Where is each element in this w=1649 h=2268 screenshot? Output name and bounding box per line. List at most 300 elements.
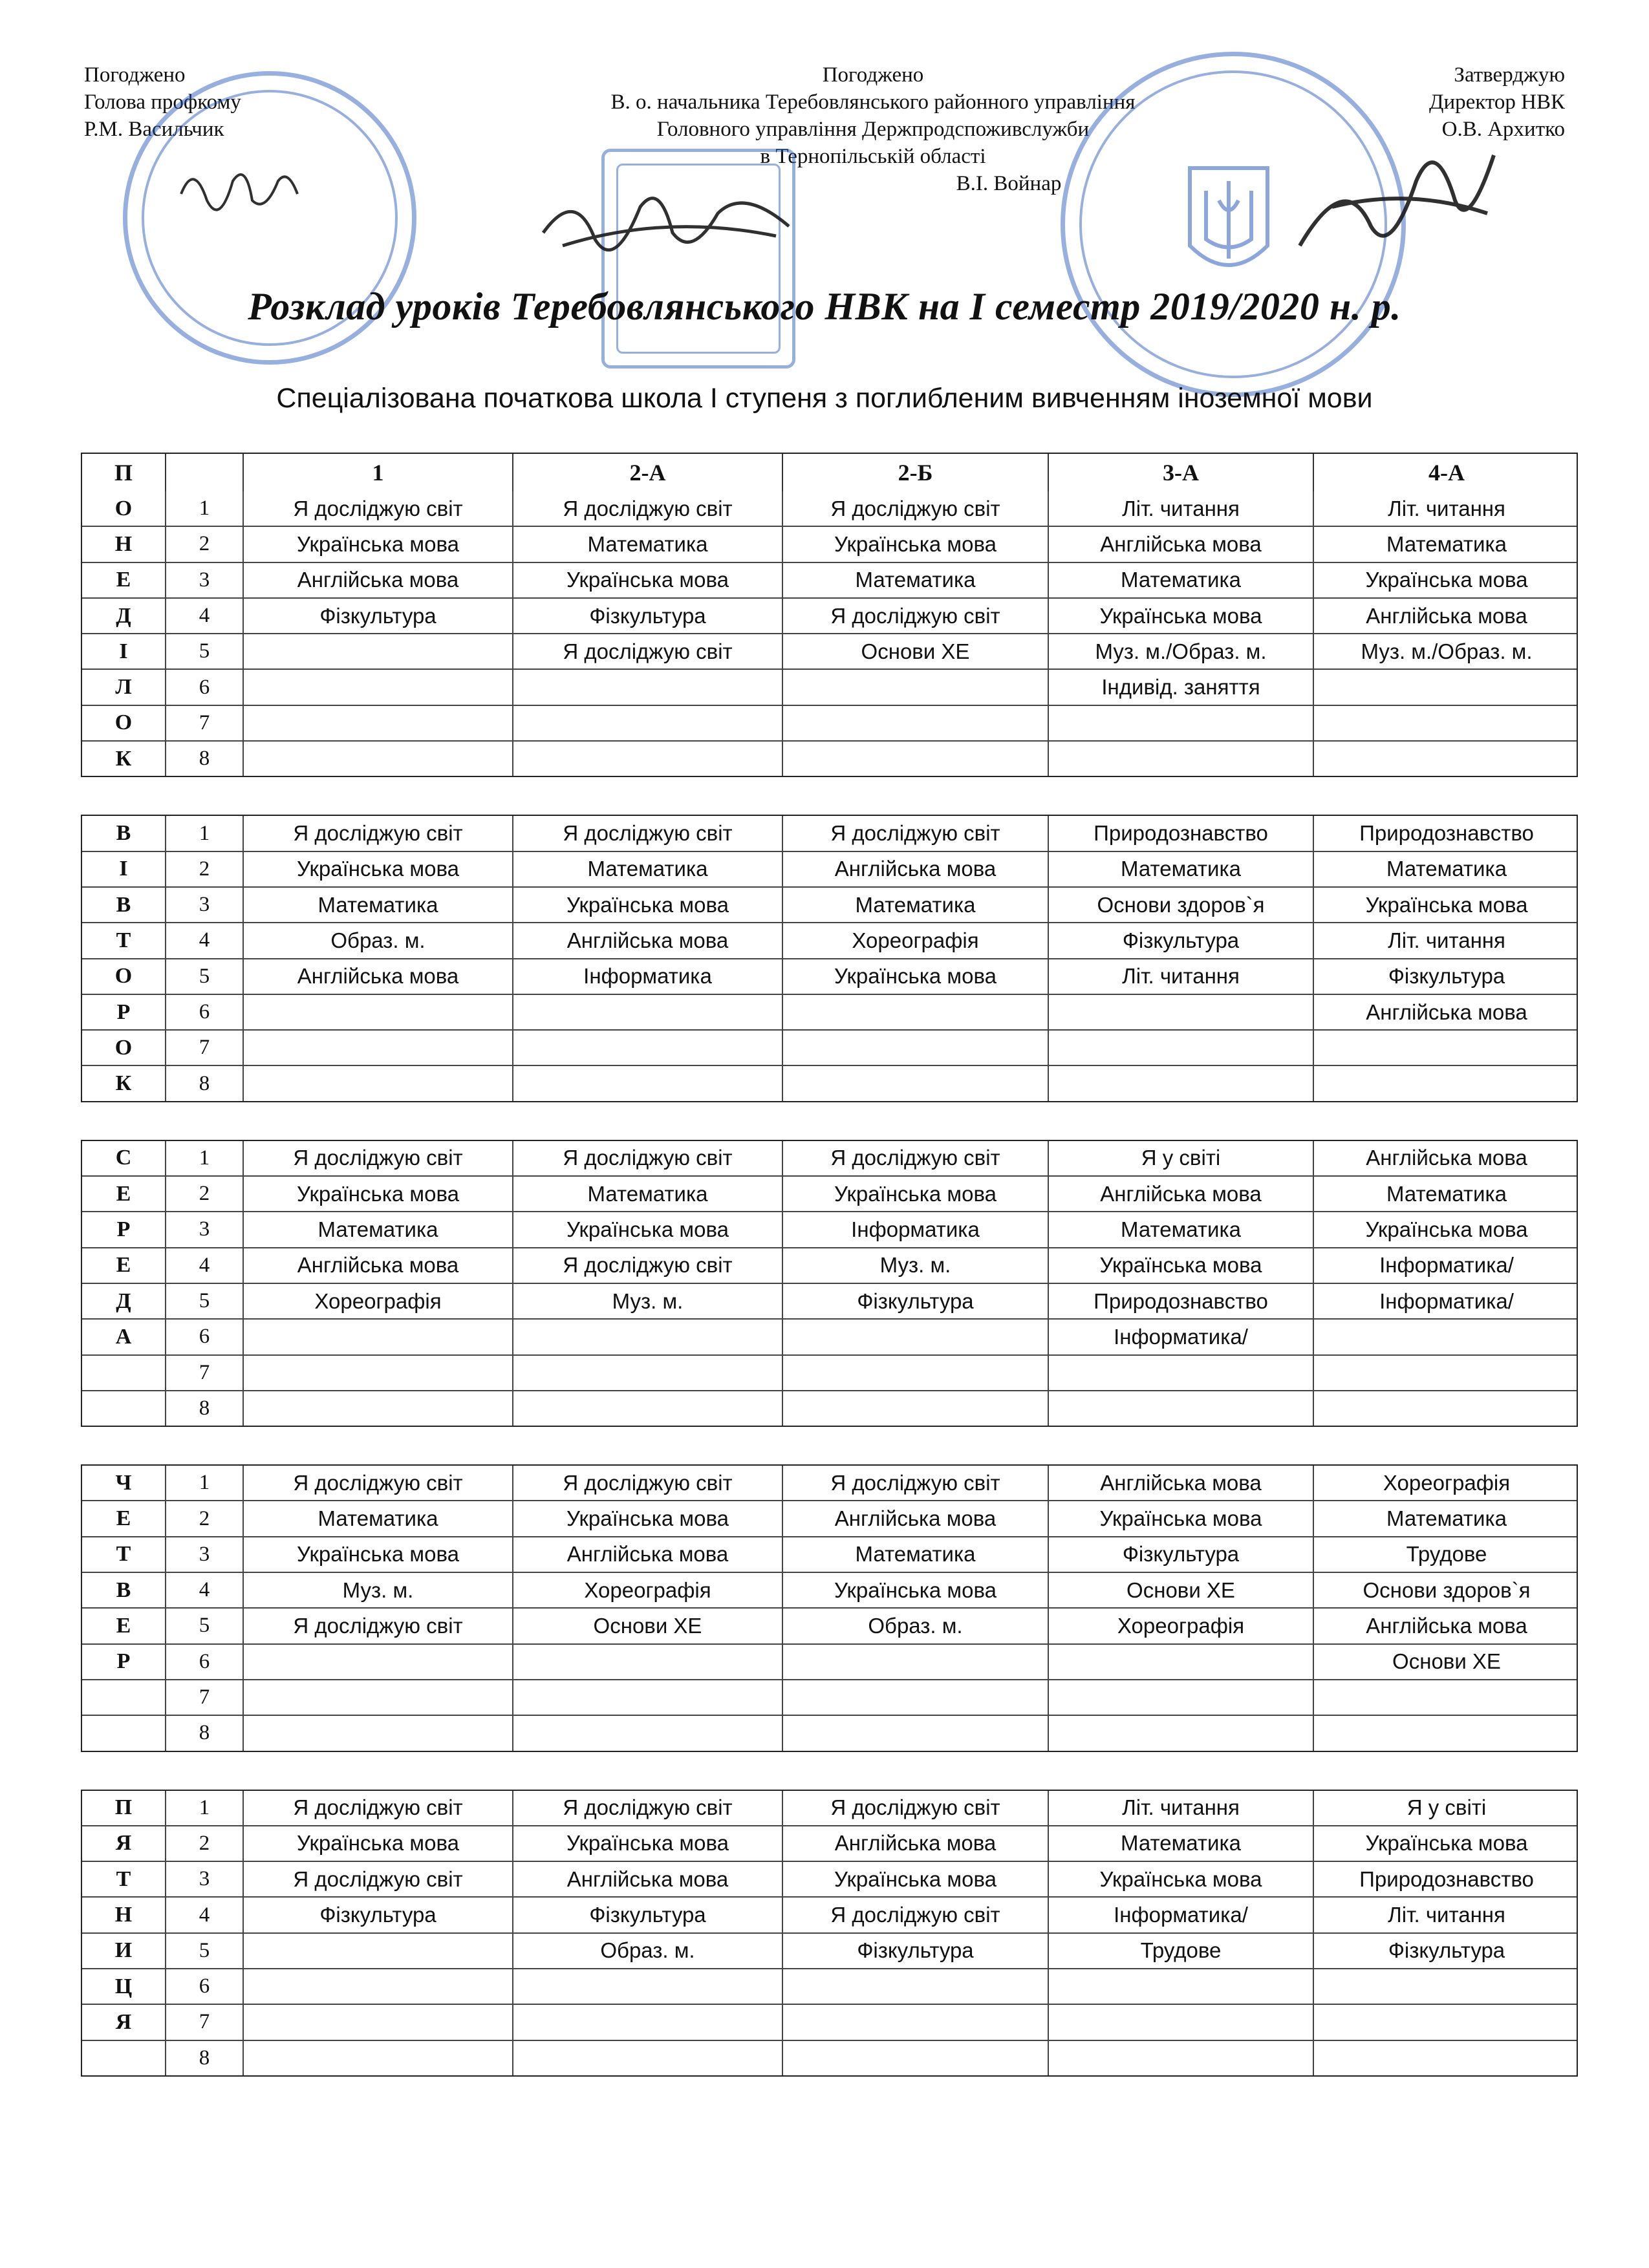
header-cell-class: 2-А [513, 454, 783, 491]
header-cell-lesson-number [166, 454, 244, 491]
subject-cell: Я досліджую світ [244, 1791, 513, 1825]
subject-cell [1314, 1066, 1579, 1100]
subject-cell [1314, 1031, 1579, 1065]
table-row [82, 1212, 1577, 1248]
subject-cell [783, 2041, 1049, 2075]
subject-cell [513, 2041, 783, 2075]
subject-cell: Я досліджую світ [513, 816, 783, 850]
subject-cell: Українська мова [783, 1862, 1049, 1896]
lesson-number-cell: 5 [166, 634, 244, 669]
subject-cell: Англійська мова [783, 1501, 1049, 1535]
subject-cell: Фізкультура [783, 1284, 1049, 1318]
subject-cell: Трудове [1049, 1934, 1314, 1968]
subject-cell: Англійська мова [1366, 1613, 1527, 1638]
subject-cell [513, 706, 783, 740]
table-row [82, 959, 1577, 995]
subject-cell: Англійська мова [1049, 527, 1314, 561]
lesson-number-cell: 8 [166, 2041, 244, 2075]
day-letter-cell: Т [82, 923, 166, 957]
table-header [81, 453, 1578, 491]
subject-cell: Англійська мова [1366, 603, 1527, 628]
subject-cell: Математика [783, 1537, 1049, 1572]
day-block [81, 815, 1578, 1102]
subject-cell [1049, 2005, 1314, 2039]
table-row [82, 1826, 1577, 1862]
lesson-number-cell: 7 [166, 706, 244, 740]
subject-cell: Основи ХЕ [513, 1609, 783, 1643]
header-cell-day: П [82, 454, 166, 491]
subject-cell [1314, 1356, 1579, 1390]
subject-cell [513, 1031, 783, 1065]
subject-cell: Українська мова [244, 1537, 513, 1572]
subject-cell: Українська мова [783, 527, 1049, 561]
subject-cell: Я досліджую світ [513, 1141, 783, 1175]
approval-right-line: Директор НВК [1428, 91, 1565, 114]
lesson-number-cell: 3 [166, 1862, 244, 1896]
table-row [82, 888, 1577, 923]
subject-cell: Математика [244, 1501, 513, 1535]
table-row [82, 1680, 1577, 1716]
lesson-number-cell: 7 [166, 2005, 244, 2039]
day-letter-cell: Л [82, 670, 166, 704]
subject-cell [244, 2041, 513, 2075]
subject-cell [513, 995, 783, 1029]
lesson-number-cell: 2 [166, 852, 244, 886]
lesson-number-cell: 3 [166, 1537, 244, 1572]
subject-cell [783, 1716, 1049, 1750]
subject-cell: Українська мова [1365, 892, 1528, 917]
subject-cell: Фізкультура [1049, 1537, 1314, 1572]
table-row [82, 1141, 1577, 1177]
subject-cell: Інформатика [513, 959, 783, 994]
subject-cell: Українська мова [1049, 599, 1314, 633]
subject-cell: Англійська мова [513, 1537, 783, 1572]
day-letter-cell: К [82, 742, 166, 776]
subject-cell: Українська мова [1365, 1217, 1528, 1241]
subject-cell: Образ. м. [513, 1934, 783, 1968]
subject-cell [1049, 2041, 1314, 2075]
table-row [82, 527, 1577, 562]
subject-cell [1049, 995, 1314, 1029]
day-block [81, 1464, 1578, 1751]
subject-cell [1049, 706, 1314, 740]
day-letter-cell: Д [82, 1284, 166, 1318]
subject-cell [244, 1716, 513, 1750]
subject-cell: Фізкультура [513, 599, 783, 633]
subject-cell [244, 1391, 513, 1426]
subject-cell [783, 670, 1049, 704]
subject-cell [1049, 1356, 1314, 1390]
subject-cell: Інформатика/ [1049, 1320, 1314, 1354]
subject-cell [244, 1320, 513, 1354]
table-row [82, 1573, 1577, 1609]
day-letter-cell: Р [82, 1645, 166, 1679]
subject-cell [244, 1969, 513, 2004]
subject-cell: Українська мова [783, 1573, 1049, 1607]
subject-cell: Інформатика/ [1379, 1289, 1514, 1313]
subject-cell: Муз. м. [244, 1573, 513, 1607]
subject-cell [1314, 742, 1579, 776]
subject-cell: Математика [1386, 1506, 1507, 1531]
header-cell-class: 2-Б [783, 454, 1049, 491]
lesson-number-cell: 5 [166, 1284, 244, 1318]
subject-cell: Природознавство [1049, 816, 1314, 850]
subject-cell: Англійська мова [783, 1826, 1049, 1861]
subject-cell: Основи ХЕ [1049, 1573, 1314, 1607]
day-block [81, 491, 1578, 777]
subject-cell [1049, 1391, 1314, 1426]
lesson-number-cell: 6 [166, 1645, 244, 1679]
lesson-number-cell: 1 [166, 1141, 244, 1175]
subject-cell: Математика [1049, 852, 1314, 886]
subject-cell [244, 1031, 513, 1065]
day-letter-cell: О [82, 706, 166, 740]
schedule-table [81, 453, 1578, 2114]
lesson-number-cell: 8 [166, 1391, 244, 1426]
subject-cell: Математика [1049, 1212, 1314, 1246]
day-letter-cell: Я [82, 1826, 166, 1861]
subject-cell: Образ. м. [783, 1609, 1049, 1643]
table-row [82, 1501, 1577, 1537]
subject-cell: Математика [1386, 857, 1507, 881]
subject-cell [783, 1066, 1049, 1100]
subject-cell: Хореографія [783, 923, 1049, 957]
subject-cell: Я досліджую світ [513, 1466, 783, 1500]
table-row [82, 2041, 1577, 2075]
subject-cell [244, 995, 513, 1029]
lesson-number-cell: 6 [166, 1320, 244, 1354]
table-row [82, 670, 1577, 705]
day-letter-cell [82, 1356, 166, 1390]
day-letter-cell: Р [82, 995, 166, 1029]
subject-cell: Я досліджую світ [513, 491, 783, 526]
subject-cell: Літ. читання [1388, 928, 1505, 952]
subject-cell [244, 742, 513, 776]
table-row [82, 1791, 1577, 1826]
subject-cell: Фізкультура [783, 1934, 1049, 1968]
lesson-number-cell: 3 [166, 1212, 244, 1246]
page-title: Розклад уроків Теребовлянського НВК на І семестр 2019/2020 н. р. [248, 285, 1401, 328]
subject-cell: Я досліджую світ [783, 1898, 1049, 1932]
subject-cell [783, 1391, 1049, 1426]
subject-cell: Я досліджую світ [513, 634, 783, 669]
lesson-number-cell: 7 [166, 1356, 244, 1390]
lesson-number-cell: 8 [166, 1716, 244, 1750]
table-row [82, 816, 1577, 851]
subject-cell [783, 1320, 1049, 1354]
lesson-number-cell: 4 [166, 1898, 244, 1932]
subject-cell: Фізкультура [1049, 923, 1314, 957]
lesson-number-cell: 4 [166, 1248, 244, 1283]
subject-cell: Літ. читання [1049, 959, 1314, 994]
subject-cell: Я досліджую світ [783, 816, 1049, 850]
subject-cell: Англійська мова [1049, 1466, 1314, 1500]
approval-mid-line: Головного управління Держпродспоживслужби [656, 118, 1090, 141]
subject-cell: Англійська мова [244, 1248, 513, 1283]
subject-cell: Хореографія [1049, 1609, 1314, 1643]
day-letter-cell: К [82, 1066, 166, 1100]
subject-cell [244, 634, 513, 669]
day-letter-cell: Н [82, 1898, 166, 1932]
subject-cell [244, 1356, 513, 1390]
subject-cell: Основи здоров`я [1363, 1578, 1531, 1602]
lesson-number-cell: 8 [166, 1066, 244, 1100]
subject-cell: Образ. м. [244, 923, 513, 957]
day-letter-cell: В [82, 1573, 166, 1607]
subject-cell [783, 1680, 1049, 1715]
day-letter-cell: Е [82, 1177, 166, 1211]
lesson-number-cell: 4 [166, 1573, 244, 1607]
subject-cell [1314, 2005, 1579, 2039]
table-row [82, 1537, 1577, 1573]
table-row [82, 1031, 1577, 1066]
subject-cell: Інформатика/ [1379, 1253, 1514, 1278]
table-row [82, 1969, 1577, 2005]
day-letter-cell: В [82, 888, 166, 922]
lesson-number-cell: 3 [166, 563, 244, 597]
table-row [82, 1320, 1577, 1355]
subject-cell [1049, 742, 1314, 776]
subject-cell [1314, 670, 1579, 704]
subject-cell: Українська мова [513, 888, 783, 922]
lesson-number-cell: 6 [166, 995, 244, 1029]
day-letter-cell: П [82, 1791, 166, 1825]
day-letter-cell: Т [82, 1862, 166, 1896]
lesson-number-cell: 4 [166, 599, 244, 633]
day-blocks [81, 491, 1578, 2077]
lesson-number-cell: 2 [166, 1501, 244, 1535]
subject-cell: Українська мова [513, 563, 783, 597]
subject-cell: Математика [1386, 531, 1507, 556]
subject-cell [783, 2005, 1049, 2039]
subject-cell [1049, 1031, 1314, 1065]
day-letter-cell [82, 2041, 166, 2075]
subject-cell: Трудове [1406, 1542, 1487, 1567]
subject-cell [513, 1356, 783, 1390]
subject-cell: Літ. читання [1049, 1791, 1314, 1825]
subject-cell: Математика [244, 888, 513, 922]
subject-cell: Хореографія [513, 1573, 783, 1607]
day-letter-cell [82, 1716, 166, 1750]
subject-cell: Я досліджую світ [244, 1609, 513, 1643]
day-letter-cell: И [82, 1934, 166, 1968]
subject-cell: Математика [1049, 563, 1314, 597]
approval-left-line: Погоджено [84, 63, 186, 87]
subject-cell: Я досліджую світ [783, 491, 1049, 526]
subject-cell: Муз. м. [513, 1284, 783, 1318]
table-row [82, 1862, 1577, 1898]
day-letter-cell [82, 1680, 166, 1715]
table-row [82, 742, 1577, 776]
table-row [82, 706, 1577, 742]
subject-cell [1049, 1969, 1314, 2004]
approval-mid-line: Погоджено [822, 63, 924, 87]
table-row [82, 634, 1577, 670]
approval-mid-line: в Тернопільській області [760, 145, 986, 168]
subject-cell: Англійська мова [513, 1862, 783, 1896]
table-row [82, 1066, 1577, 1100]
subject-cell: Фізкультура [1388, 964, 1505, 989]
lesson-number-cell: 1 [166, 1791, 244, 1825]
approval-left-line: Р.М. Васильчик [84, 118, 224, 141]
day-letter-cell: Я [82, 2005, 166, 2039]
header-cell-class: 1 [244, 454, 513, 491]
subject-cell: Хореографія [244, 1284, 513, 1318]
lesson-number-cell: 6 [166, 670, 244, 704]
table-row [82, 491, 1577, 527]
day-letter-cell: А [82, 1320, 166, 1354]
lesson-number-cell: 8 [166, 742, 244, 776]
subject-cell [244, 1680, 513, 1715]
subject-cell: Я досліджую світ [244, 1141, 513, 1175]
day-letter-cell [82, 1391, 166, 1426]
subject-cell [244, 1645, 513, 1679]
subject-cell: Математика [513, 852, 783, 886]
table-row [82, 852, 1577, 888]
day-letter-cell: О [82, 491, 166, 526]
day-letter-cell: Н [82, 527, 166, 561]
subject-cell [244, 706, 513, 740]
day-letter-cell: Ч [82, 1466, 166, 1500]
day-letter-cell: О [82, 959, 166, 994]
lesson-number-cell: 3 [166, 888, 244, 922]
subject-cell: Я досліджую світ [244, 491, 513, 526]
subject-cell: Я досліджую світ [244, 816, 513, 850]
table-row [82, 1177, 1577, 1212]
table-row [82, 1391, 1577, 1426]
subject-cell: Українська мова [244, 1177, 513, 1211]
subject-cell [244, 2005, 513, 2039]
approval-mid-line: В.І. Войнар [956, 172, 1062, 195]
subject-cell: Англійська мова [783, 852, 1049, 886]
subject-cell: Фізкультура [244, 599, 513, 633]
subject-cell: Природознавство [1049, 1284, 1314, 1318]
day-letter-cell: Р [82, 1212, 166, 1246]
lesson-number-cell: 5 [166, 959, 244, 994]
subject-cell: Хореографія [1383, 1470, 1511, 1495]
subject-cell [513, 1066, 783, 1100]
subject-cell: Англійська мова [1366, 1146, 1527, 1170]
day-letter-cell: Е [82, 1248, 166, 1283]
header-cell-class: 4-А [1428, 460, 1465, 486]
subject-cell: Я у світі [1049, 1141, 1314, 1175]
lesson-number-cell: 2 [166, 527, 244, 561]
subject-cell: Українська мова [1365, 1831, 1528, 1856]
subject-cell [513, 1969, 783, 2004]
header-cell-class: 3-А [1049, 454, 1314, 491]
table-row [82, 1898, 1577, 1933]
subject-cell: Інформатика [783, 1212, 1049, 1246]
table-row [82, 1934, 1577, 1969]
subject-cell: Я досліджую світ [783, 1141, 1049, 1175]
subject-cell: Англійська мова [1366, 1000, 1527, 1024]
subject-cell: Математика [783, 563, 1049, 597]
table-row [82, 923, 1577, 959]
approval-right-line: О.В. Архитко [1441, 118, 1565, 141]
table-row [82, 1356, 1577, 1391]
day-letter-cell: Д [82, 599, 166, 633]
subject-cell: Я у світі [1406, 1795, 1487, 1820]
subject-cell [513, 1320, 783, 1354]
table-row [82, 1284, 1577, 1320]
subject-cell: Математика [783, 888, 1049, 922]
table-row [82, 2005, 1577, 2040]
signature-icon [1293, 129, 1500, 272]
subject-cell: Математика [1386, 1181, 1507, 1206]
subject-cell: Математика [513, 1177, 783, 1211]
subject-cell: Українська мова [1049, 1862, 1314, 1896]
subject-cell: Математика [244, 1212, 513, 1246]
subject-cell [244, 670, 513, 704]
subject-cell: Фізкультура [513, 1898, 783, 1932]
approval-left-line: Голова профкому [84, 91, 241, 114]
subject-cell [1314, 1391, 1579, 1426]
subject-cell [1049, 1716, 1314, 1750]
table-row [82, 1466, 1577, 1501]
subject-cell: Літ. читання [1388, 496, 1505, 520]
table-row [82, 1609, 1577, 1644]
day-letter-cell: Т [82, 1537, 166, 1572]
subject-cell: Я досліджую світ [783, 1791, 1049, 1825]
subject-cell [783, 995, 1049, 1029]
trident-icon [1183, 162, 1274, 284]
day-letter-cell: Е [82, 563, 166, 597]
subject-cell: Інформатика/ [1049, 1898, 1314, 1932]
approval-mid-line: В. о. начальника Теребовлянського районного управління [610, 91, 1136, 114]
subject-cell [513, 1391, 783, 1426]
day-letter-cell: Е [82, 1501, 166, 1535]
day-block [81, 1140, 1578, 1427]
subject-cell: Я досліджую світ [513, 1248, 783, 1283]
day-letter-cell: Е [82, 1609, 166, 1643]
subject-cell [1314, 1320, 1579, 1354]
subject-cell [783, 1969, 1049, 2004]
subject-cell [513, 2005, 783, 2039]
lesson-number-cell: 1 [166, 816, 244, 850]
subject-cell [1049, 1680, 1314, 1715]
subject-cell [513, 1645, 783, 1679]
subject-cell: Українська мова [783, 959, 1049, 994]
day-letter-cell: С [82, 1141, 166, 1175]
subject-cell: Основи ХЕ [1392, 1649, 1501, 1674]
day-letter-cell: Ц [82, 1969, 166, 2004]
subject-cell: Українська мова [1049, 1248, 1314, 1283]
subject-cell [1314, 1680, 1579, 1715]
subject-cell: Математика [1049, 1826, 1314, 1861]
table-row [82, 995, 1577, 1031]
subject-cell [783, 1645, 1049, 1679]
day-letter-cell: В [82, 816, 166, 850]
signature-icon [537, 175, 795, 272]
subject-cell: Математика [513, 527, 783, 561]
subject-cell: Англійська мова [244, 563, 513, 597]
subject-cell: Українська мова [783, 1177, 1049, 1211]
lesson-number-cell: 1 [166, 491, 244, 526]
subject-cell: Українська мова [513, 1501, 783, 1535]
subject-cell: Муз. м. [783, 1248, 1049, 1283]
subject-cell: Природознавство [1359, 1867, 1534, 1891]
subject-cell: Літ. читання [1388, 1903, 1505, 1927]
table-row [82, 1716, 1577, 1750]
day-letter-cell: О [82, 1031, 166, 1065]
subject-cell [1314, 706, 1579, 740]
subject-cell [513, 670, 783, 704]
subject-cell: Українська мова [1365, 568, 1528, 592]
lesson-number-cell: 1 [166, 1466, 244, 1500]
subject-cell: Літ. читання [1049, 491, 1314, 526]
subject-cell [1314, 1969, 1579, 2004]
table-row [82, 1645, 1577, 1680]
